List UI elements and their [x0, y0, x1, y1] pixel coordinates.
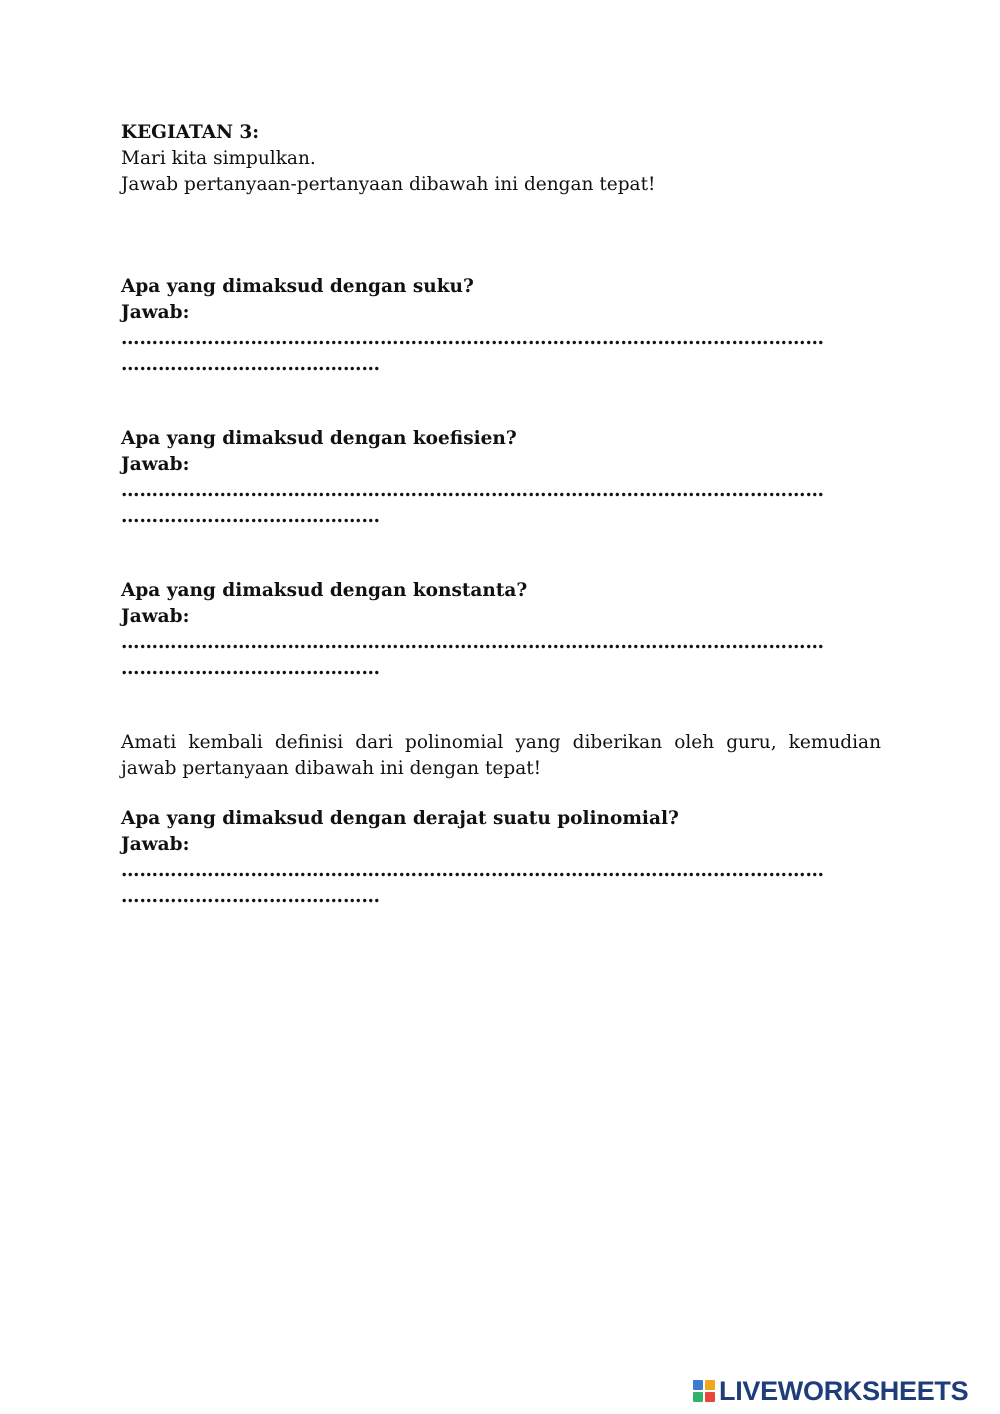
brand-name: LIVEWORKSHEETS — [719, 1376, 969, 1406]
polynomial-note: Amati kembali definisi dari polinomial yang diberikan oleh guru, kemudian jawab pertanyaan dibawah ini dengan tepat! — [121, 732, 881, 779]
answer-label: Jawab: — [121, 302, 190, 323]
question-block-2 — [121, 426, 881, 530]
answer-line-2[interactable]: …………………………………… — [121, 354, 380, 375]
logo-tile-l — [693, 1380, 703, 1390]
logo-mark-icon — [693, 1380, 715, 1402]
question-block-4 — [121, 806, 881, 910]
logo-tile-i — [705, 1380, 715, 1390]
answer-line-1[interactable]: …………………………………………………………………………………………………… — [121, 480, 824, 501]
answer-label: Jawab: — [121, 454, 190, 475]
answer-line-1[interactable]: …………………………………………………………………………………………………… — [121, 632, 824, 653]
question-text: Apa yang dimaksud dengan koefisien? — [121, 428, 517, 449]
answer-line-1[interactable]: …………………………………………………………………………………………………… — [121, 860, 824, 881]
worksheet-page — [121, 120, 881, 958]
answer-line-1[interactable]: …………………………………………………………………………………………………… — [121, 328, 824, 349]
question-text: Apa yang dimaksud dengan suku? — [121, 276, 474, 297]
answer-line-2[interactable]: …………………………………… — [121, 658, 380, 679]
intro-section — [121, 120, 881, 198]
logo-tile-e — [705, 1392, 715, 1402]
intro-line-1: Mari kita simpulkan. — [121, 148, 316, 169]
question-block-3 — [121, 578, 881, 682]
logo-tile-v — [693, 1392, 703, 1402]
answer-line-2[interactable]: …………………………………… — [121, 506, 380, 527]
question-block-1 — [121, 274, 881, 378]
question-text: Apa yang dimaksud dengan derajat suatu polinomial? — [121, 808, 679, 829]
liveworksheets-logo — [693, 1377, 968, 1405]
answer-label: Jawab: — [121, 606, 190, 627]
question-text: Apa yang dimaksud dengan konstanta? — [121, 580, 528, 601]
answer-line-2[interactable]: …………………………………… — [121, 886, 380, 907]
intro-line-2: Jawab pertanyaan-pertanyaan dibawah ini dengan tepat! — [121, 174, 656, 195]
activity-title: KEGIATAN 3: — [121, 122, 260, 143]
answer-label: Jawab: — [121, 834, 190, 855]
